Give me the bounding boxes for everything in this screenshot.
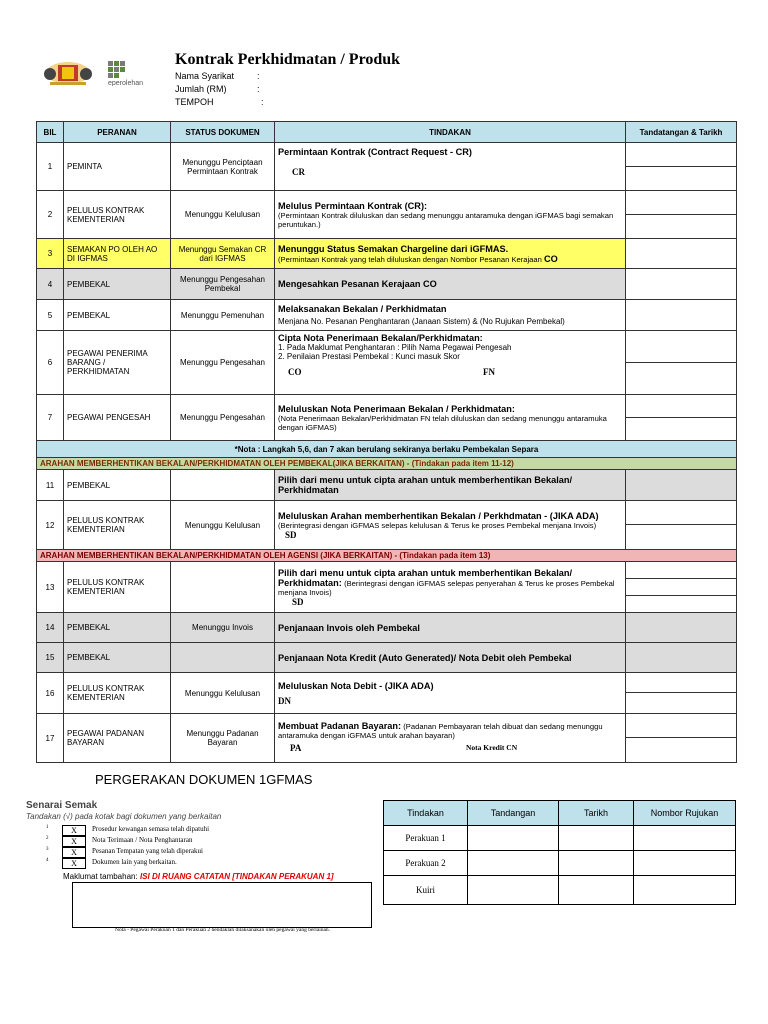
table-row <box>37 470 737 501</box>
col-nombor-rujukan: Nombor Rujukan <box>634 801 736 826</box>
col-tandatangan: Tandatangan & Tarikh <box>626 122 737 143</box>
row-status: Menunggu Invois <box>171 613 275 643</box>
eperolehan-logo <box>106 60 152 86</box>
row-status: Menunggu Semakan CR dari IGFMAS <box>171 239 275 269</box>
field-nama-syarikat: Nama Syarikat : <box>175 71 260 81</box>
table-row <box>37 395 737 441</box>
row-bil: 3 <box>37 239 64 269</box>
nota-text: *Nota : Langkah 5,6, dan 7 akan berulang sekiranya berlaku Pembekalan Separa <box>37 441 737 458</box>
row-status: Menunggu Pemenuhan <box>171 300 275 331</box>
row-status: Menunggu Pengesahan <box>171 331 275 395</box>
row-action: Permintaan Kontrak (Contract Request - CR) CR <box>275 143 626 191</box>
svg-text:eperolehan: eperolehan <box>108 80 144 86</box>
row-bil: 7 <box>37 395 64 441</box>
table-row <box>37 143 737 191</box>
signature-cell[interactable] <box>626 501 737 550</box>
checkbox[interactable]: X <box>62 825 86 836</box>
row-status: Menunggu Pengesahan Pembekal <box>171 269 275 300</box>
table-row <box>37 331 737 395</box>
row-status: Menunggu Padanan Bayaran <box>171 714 275 763</box>
row-peranan: PEMBEKAL <box>64 470 171 501</box>
signature-cell[interactable] <box>626 613 737 643</box>
table-row: Kuiri <box>384 876 736 905</box>
table-row: Perakuan 2 <box>384 851 736 876</box>
row-peranan: PELULUS KONTRAK KEMENTERIAN <box>64 191 171 239</box>
row-action: Menunggu Status Semakan Chargeline dari iGFMAS. (Permintaan Kontrak yang telah diluluskan dengan Nombor Pesanan Kerajaan CO <box>275 239 626 269</box>
table-row <box>37 673 737 714</box>
signature-cell[interactable] <box>626 239 737 269</box>
row-bil: 17 <box>37 714 64 763</box>
section-header-pembekal: ARAHAN MEMBERHENTIKAN BEKALAN/PERKHIDMATAN OLEH PEMBEKAL(JIKA BERKAITAN) - (Tindakan pada item 11-12) <box>37 458 737 470</box>
row-peranan: PEMBEKAL <box>64 613 171 643</box>
row-bil: 6 <box>37 331 64 395</box>
signature-cell[interactable] <box>626 191 737 239</box>
table-row <box>37 269 737 300</box>
table-row <box>37 501 737 550</box>
table-row <box>37 191 737 239</box>
signature-cell[interactable] <box>626 562 737 613</box>
checkbox[interactable]: X <box>62 847 86 858</box>
row-action: Meluluskan Nota Penerimaan Bekalan / Perkhidmatan: (Nota Penerimaan Bekalan/Perkhidmatan FN telah diluluskan dan sedang menunggu antaramuka dengan iGFMAS) <box>275 395 626 441</box>
row-status: Menunggu Kelulusan <box>171 501 275 550</box>
malaysia-crest-logo <box>40 58 96 86</box>
signature-cell[interactable] <box>626 714 737 763</box>
field-tempoh: TEMPOH : <box>175 97 264 107</box>
row-peranan: PEGAWAI PENERIMA BARANG / PERKHIDMATAN <box>64 331 171 395</box>
row-status <box>171 643 275 673</box>
signature-cell[interactable] <box>626 643 737 673</box>
signature-cell[interactable] <box>626 331 737 395</box>
signature-cell[interactable] <box>626 673 737 714</box>
table-row <box>37 300 737 331</box>
row-action: Mengesahkan Pesanan Kerajaan CO <box>275 269 626 300</box>
signature-cell[interactable] <box>626 300 737 331</box>
row-action: Membuat Padanan Bayaran: (Padanan Pembayaran telah dibuat dan sedang menunggu antaramuka dengan iGFMAS untuk arahan bayaran) PA Nota Kredit CN <box>275 714 626 763</box>
checkbox[interactable]: X <box>62 836 86 847</box>
row-action: Pilih dari menu untuk cipta arahan untuk memberhentikan Bekalan/ Perkhidmatan: (Berintegrasi dengan iGFMAS selepas penyerahan & Terus ke proses Pembekal menjana Invois) SD <box>275 562 626 613</box>
row-peranan: PELULUS KONTRAK KEMENTERIAN <box>64 562 171 613</box>
row-status: Menunggu Kelulusan <box>171 191 275 239</box>
nota-row <box>37 441 737 458</box>
checkbox[interactable]: X <box>62 858 86 869</box>
col-tandangan: Tandangan <box>468 801 559 826</box>
row-bil: 16 <box>37 673 64 714</box>
col-tindakan: TINDAKAN <box>275 122 626 143</box>
row-peranan: PEGAWAI PENGESAH <box>64 395 171 441</box>
row-status <box>171 470 275 501</box>
row-action: Meluluskan Arahan memberhentikan Bekalan / Perkhdmatan - (JIKA ADA) (Berintegrasi dengan iGFMAS selepas kelulusan & Terus ke proses Pembekal menjana Invois) SD <box>275 501 626 550</box>
row-action: Meluluskan Nota Debit - (JIKA ADA) DN <box>275 673 626 714</box>
row-peranan: PEMBEKAL <box>64 269 171 300</box>
row-bil: 15 <box>37 643 64 673</box>
table-row <box>37 562 737 613</box>
col-tindakan: Tindakan <box>384 801 468 826</box>
signature-cell[interactable] <box>626 395 737 441</box>
col-tarikh: Tarikh <box>559 801 634 826</box>
table-row: Perakuan 1 <box>384 826 736 851</box>
row-status: Menunggu Kelulusan <box>171 673 275 714</box>
col-peranan: PERANAN <box>64 122 171 143</box>
perakuan-table <box>383 800 736 905</box>
row-action: Penjanaan Nota Kredit (Auto Generated)/ Nota Debit oleh Pembekal <box>275 643 626 673</box>
row-bil: 12 <box>37 501 64 550</box>
table-row <box>37 239 737 269</box>
senarai-semak-instruction: Tandakan (√) pada kotak bagi dokumen yang berkaitan <box>26 812 222 821</box>
row-action: Melulus Permintaan Kontrak (CR): (Permintaan Kontrak diluluskan dan sedang menunggu antaramuka dengan iGFMAS bagi semakan peruntukan.) <box>275 191 626 239</box>
col-bil: BIL <box>37 122 64 143</box>
table-row <box>37 714 737 763</box>
table-header-row <box>37 122 737 143</box>
senarai-semak-title: Senarai Semak <box>26 800 98 811</box>
row-bil: 14 <box>37 613 64 643</box>
row-status: Menunggu Penciptaan Permintaan Kontrak <box>171 143 275 191</box>
workflow-table <box>36 121 737 763</box>
row-peranan: PEMBEKAL <box>64 643 171 673</box>
row-peranan: PEMBEKAL <box>64 300 171 331</box>
row-status: Menunggu Pengesahan <box>171 395 275 441</box>
col-status: STATUS DOKUMEN <box>171 122 275 143</box>
row-peranan: PELULUS KONTRAK KEMENTERIAN <box>64 673 171 714</box>
signature-cell[interactable] <box>626 143 737 191</box>
table-row <box>37 613 737 643</box>
pergerakan-title: PERGERAKAN DOKUMEN 1GFMAS <box>95 772 313 787</box>
maklumat-tambahan: Maklumat tambahan: ISI DI RUANG CATATAN [TINDAKAN PERAKUAN 1] <box>63 872 334 881</box>
row-bil: 1 <box>37 143 64 191</box>
catatan-box[interactable] <box>72 882 372 928</box>
table-row <box>37 643 737 673</box>
signature-cell[interactable] <box>626 269 737 300</box>
section-header-agensi: ARAHAN MEMBERHENTIKAN BEKALAN/PERKHIDMATAN OLEH AGENSI (JIKA BERKAITAN) - (Tindakan pada item 13) <box>37 550 737 562</box>
row-bil: 2 <box>37 191 64 239</box>
row-peranan: SEMAKAN PO OLEH AO DI IGFMAS <box>64 239 171 269</box>
document-title: Kontrak Perkhidmatan / Produk <box>175 51 401 68</box>
field-jumlah: Jumlah (RM) : <box>175 84 260 94</box>
row-action: Pilih dari menu untuk cipta arahan untuk memberhentikan Bekalan/ Perkhidmatan <box>275 470 626 501</box>
row-peranan: PEMINTA <box>64 143 171 191</box>
row-status <box>171 562 275 613</box>
row-bil: 4 <box>37 269 64 300</box>
row-peranan: PELULUS KONTRAK KEMENTERIAN <box>64 501 171 550</box>
row-peranan: PEGAWAI PADANAN BAYARAN <box>64 714 171 763</box>
row-bil: 5 <box>37 300 64 331</box>
row-action: Cipta Nota Penerimaan Bekalan/Perkhidmatan: 1. Pada Maklumat Penghantaran : Pilih Nama Pegawai Pengesah 2. Penilaian Prestasi Pembekal : Kunci masuk Skor CO FN <box>275 331 626 395</box>
row-action: Melaksanakan Bekalan / Perkhidmatan Menjana No. Pesanan Penghantaran (Janaan Sistem) & (No Rujukan Pembekal) <box>275 300 626 331</box>
row-bil: 11 <box>37 470 64 501</box>
row-action: Penjanaan Invois oleh Pembekal <box>275 613 626 643</box>
footnote: Nota - Pegawai Perakuan 1 dan Perakuan 2 hendaklah dilaksanakan oleh pegawai yang berlainan. <box>115 927 331 933</box>
signature-cell[interactable] <box>626 470 737 501</box>
row-bil: 13 <box>37 562 64 613</box>
